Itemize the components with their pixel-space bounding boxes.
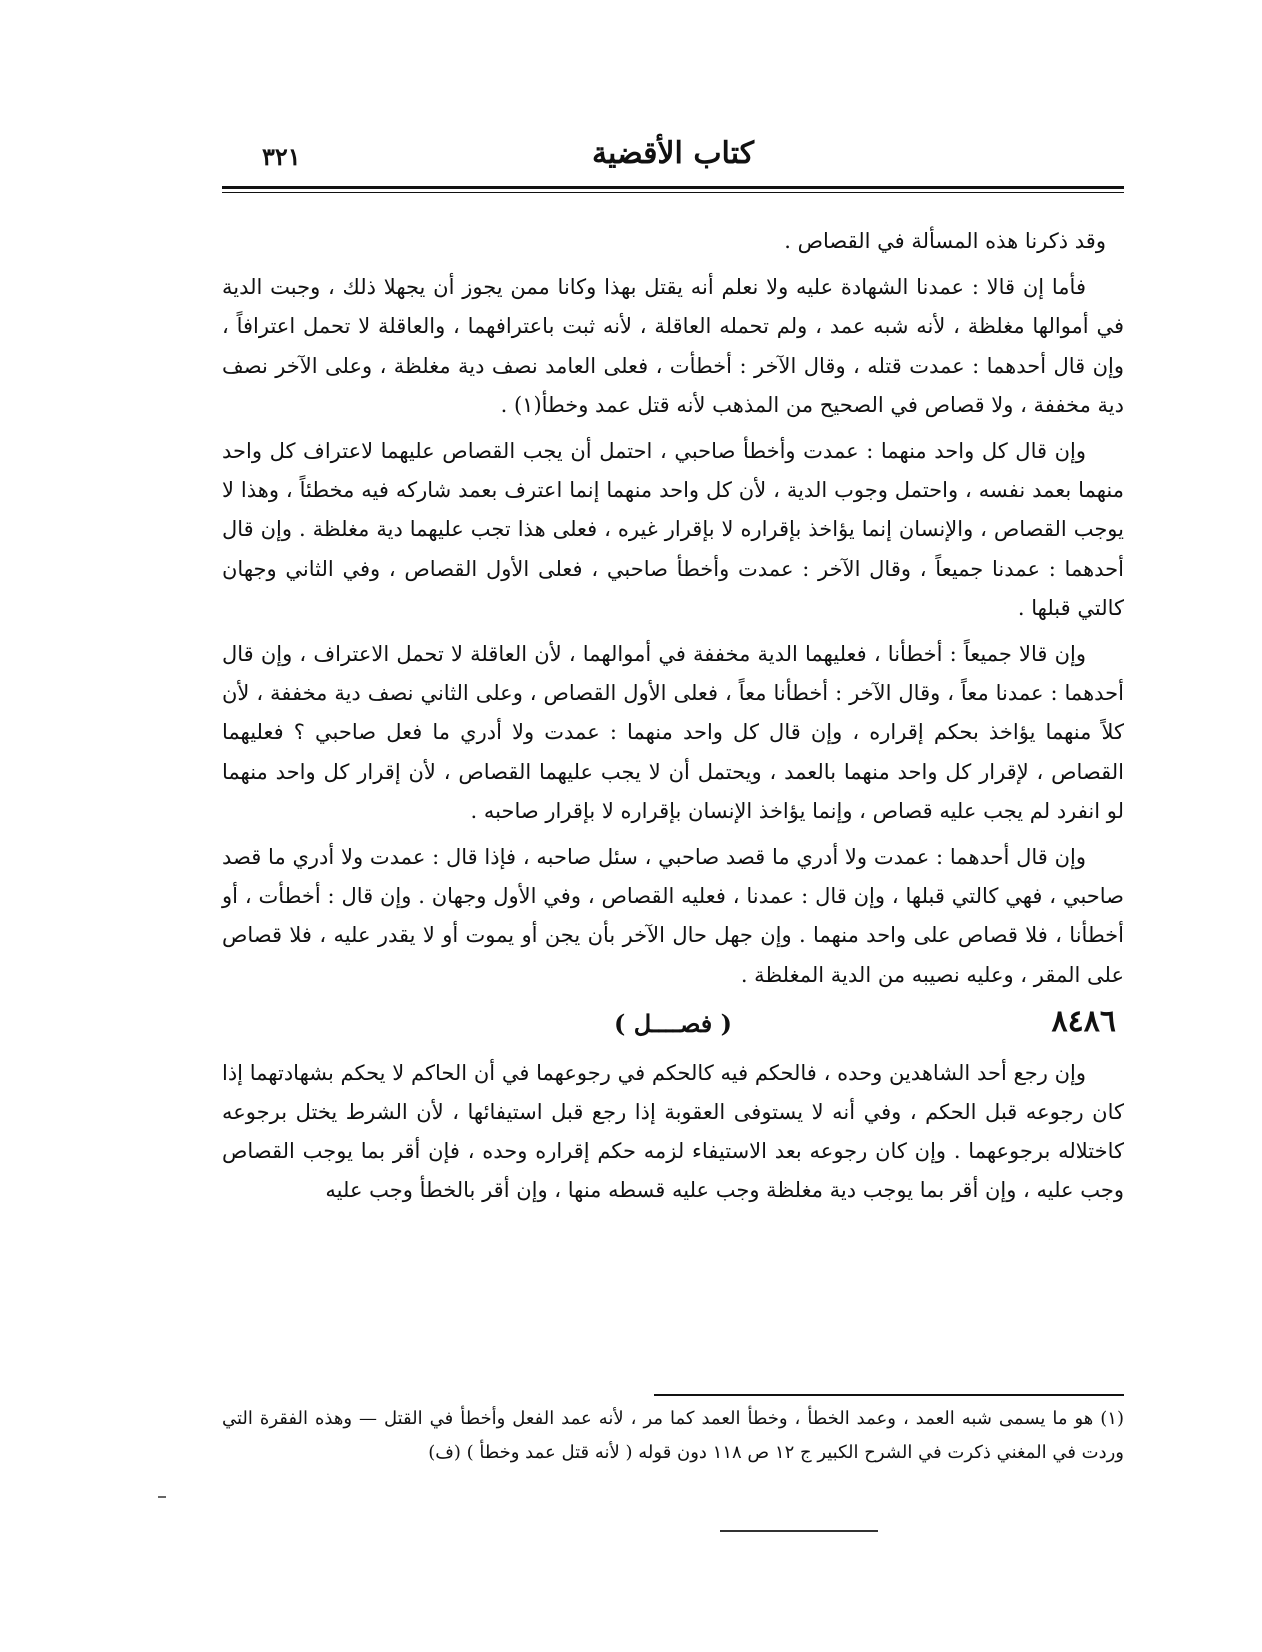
paragraph: وقد ذكرنا هذه المسألة في القصاص . bbox=[784, 229, 1106, 253]
paragraph: فأما إن قالا : عمدنا الشهادة عليه ولا نعلم أنه يقتل بهذا وكانا ممن يجوز أن يجهلا ذلك ، وجبت الدية في أموالها مغلظة ، لأنه شبه عمد ، ولم تحمله العاقلة ، لأنه ثبت باعترافهما ، والعاقلة لا تحمل اعترافاً ، وإن قال أحدهما : عمدت قتله ، وقال الآخر : أخطأت ، فعلى العامد نصف دية مغلظة ، وعلى الآخر نصف دية مخففة ، ولا قصاص في الصحيح من المذهب لأنه قتل عمد وخطأ(١) . bbox=[222, 275, 1124, 417]
main-text bbox=[222, 222, 1124, 1218]
footnotes bbox=[222, 1402, 1124, 1470]
header-rule bbox=[222, 186, 1124, 189]
paragraph: وإن قال أحدهما : عمدت ولا أدري ما قصد صاحبي ، سئل صاحبه ، فإذا قال : عمدت ولا أدري ما قصد صاحبي ، فهي كالتي قبلها ، وإن قال : عمدنا ، فعليه القصاص ، وفي الأول وجهان . وإن قال : أخطأت ، أو أخطأنا ، فلا قصاص على واحد منهما . وإن جهل حال الآخر بأن يجن أو يموت أو لا يقدر عليه ، فلا قصاص على المقر ، وعليه نصيبه من الدية المغلظة . bbox=[222, 845, 1124, 987]
book-title: كتاب الأقضية bbox=[591, 136, 755, 171]
section-title: ( فصــــل ) bbox=[613, 1008, 732, 1038]
section-heading bbox=[222, 1002, 1124, 1046]
scan-mark bbox=[158, 1496, 166, 1498]
paragraph: وإن قال كل واحد منهما : عمدت وأخطأ صاحبي ، احتمل أن يجب القصاص عليهما لاعتراف كل واحد منهما بعمد نفسه ، واحتمل وجوب الدية ، لأن كل واحد منهما إنما اعترف بعمد شاركه فيه مخطئاً ، وهذا لا يوجب القصاص ، والإنسان إنما يؤاخذ بإقراره لا بإقرار غيره ، فعلى هذا تجب عليهما دية مغلظة . وإن قال أحدهما : عمدنا جميعاً ، وقال الآخر : عمدت وأخطأ صاحبي ، فعلى الأول القصاص ، وفي الثاني وجهان كالتي قبلها . bbox=[222, 439, 1124, 620]
page-header bbox=[222, 136, 1124, 180]
page-number: ٣٢١ bbox=[262, 142, 301, 171]
section-paragraph: وإن رجع أحد الشاهدين وحده ، فالحكم فيه كالحكم في رجوعهما في أن الحاكم لا يحكم بشهادتهما إذا كان رجوعه قبل الحكم ، وفي أنه لا يستوفى العقوبة إذا رجع قبل استيفائها ، لأن الشرط يختل برجوعه كاختلاله برجوعهما . وإن كان رجوعه بعد الاستيفاء لزمه حكم إقراره وحده ، فإن أقر بما يوجب القصاص وجب عليه ، وإن أقر بما يوجب دية مغلظة وجب عليه قسطه منها ، وإن أقر بالخطأ وجب عليه bbox=[222, 1060, 1124, 1203]
paragraph: وإن قالا جميعاً : أخطأنا ، فعليهما الدية مخففة في أموالهما ، لأن العاقلة لا تحمل الاعتراف ، وإن قال أحدهما : عمدنا معاً ، وقال الآخر : أخطأنا معاً ، فعلى الأول القصاص ، وعلى الثاني نصف دية مخففة ، لأن كلاً منهما يؤاخذ بحكم إقراره ، وإن قال كل واحد منهما : عمدت ولا أدري ما فعل صاحبي ؟ فعليهما القصاص ، لإقرار كل واحد منهما بالعمد ، ويحتمل أن لا يجب عليهما القصاص ، لأن إقرار كل واحد منهما لو انفرد لم يجب عليه قصاص ، وإنما يؤاخذ الإنسان بإقراره لا بإقرار صاحبه . bbox=[222, 642, 1124, 823]
bottom-rule bbox=[720, 1530, 878, 1532]
section-number: ٨٤٨٦ bbox=[1051, 1003, 1116, 1039]
footnote-separator bbox=[654, 1394, 1124, 1396]
footnote: (١) هو ما يسمى شبه العمد ، وعمد الخطأ ، وخطأ العمد كما مر ، لأنه عمد الفعل وأخطأ في القتل — وهذه الفقرة التي وردت في المغني ذكرت في الشرح الكبير ج ١٢ ص ١١٨ دون قوله ( لأنه قتل عمد وخطأ ) (ف) bbox=[222, 1408, 1124, 1463]
header-rule-thin bbox=[222, 192, 1124, 193]
